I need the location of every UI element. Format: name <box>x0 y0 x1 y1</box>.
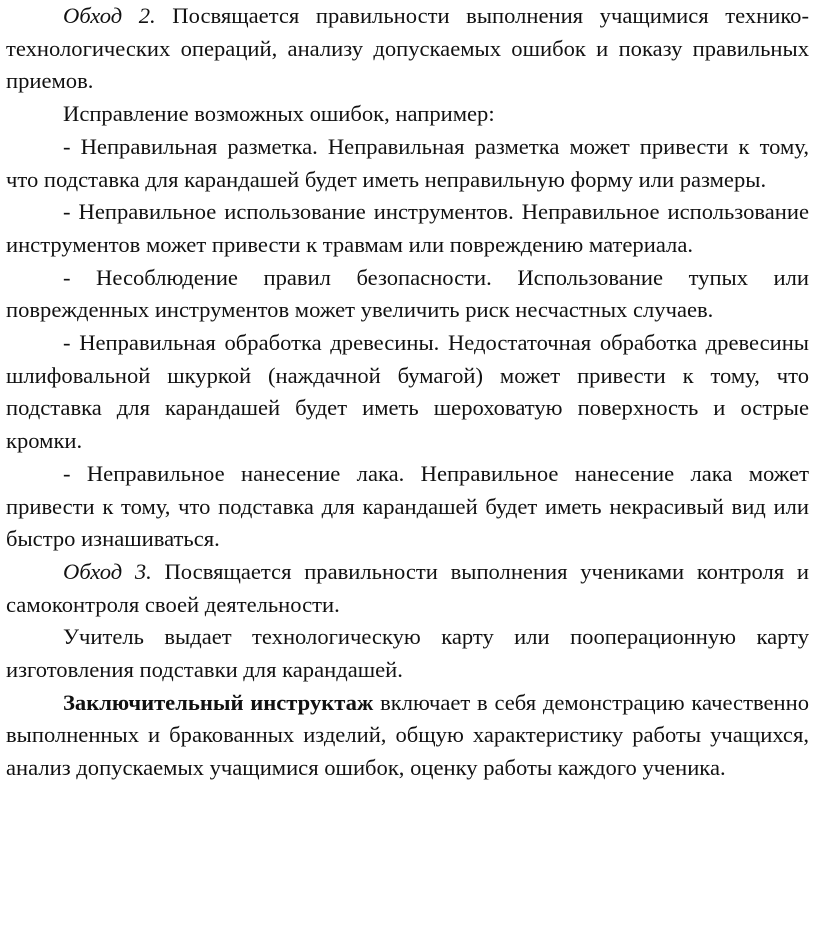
paragraph-text-error-varnish: - Неправильное нанесение лака. Неправильное нанесение лака может привести к тому, что подставка для карандашей будет иметь некрасивый вид или быстро изнашиваться. <box>6 460 809 552</box>
paragraph-text-teacher-card: Учитель выдает технологическую карту или пооперационную карту изготовления подставки для карандашей. <box>6 624 809 683</box>
paragraph-text-obhod-2: Посвящается правильности выполнения учащимися технико-технологических операций, анализу допускаемых ошибок и показу правильных приемов. <box>6 3 809 94</box>
paragraph-error-correction-intro <box>6 98 809 131</box>
paragraph-text-error-safety: - Несоблюдение правил безопасности. Использование тупых или поврежденных инструментов может увеличить риск несчастных случаев. <box>6 264 809 323</box>
paragraph-lead-final-briefing: Заключительный инструктаж <box>63 689 374 715</box>
paragraph-lead-obhod-2: Обход 2. <box>63 3 156 28</box>
paragraph-error-varnish <box>6 458 809 556</box>
paragraph-final-briefing <box>6 687 809 785</box>
paragraph-lead-obhod-3: Обход 3. <box>63 558 152 584</box>
paragraph-error-wood-processing <box>6 327 809 458</box>
paragraph-error-marking <box>6 131 809 196</box>
paragraph-obhod-2 <box>6 0 809 98</box>
paragraph-text-final-briefing: включает в себя демонстрацию качественно выполненных и бракованных изделий, общую характеристику работы учащихся, анализ допускаемых учащимися ошибок, оценку работы каждого ученика. <box>6 689 810 781</box>
paragraph-error-safety <box>6 262 809 327</box>
paragraph-text-error-tools: - Неправильное использование инструментов. Неправильное использование инструментов может привести к травмам или повреждению материала. <box>6 199 809 257</box>
paragraph-text-error-correction-intro: Исправление возможных ошибок, например: <box>63 101 495 127</box>
paragraph-text-error-wood-processing: - Неправильная обработка древесины. Недостаточная обработка древесины шлифовальной шкуркой (наждачной бумагой) может привести к тому, что подставка для карандашей будет иметь шероховатую поверхность и острые кромки. <box>6 330 809 454</box>
paragraph-text-obhod-3: Посвящается правильности выполнения учениками контроля и самоконтроля своей деятельности. <box>6 558 809 617</box>
paragraph-error-tools <box>6 196 809 261</box>
paragraph-obhod-3 <box>6 556 809 621</box>
paragraph-text-error-marking: - Неправильная разметка. Неправильная разметка может привести к тому, что подставка для карандашей будет иметь неправильную форму или размеры. <box>6 133 809 192</box>
paragraph-teacher-card <box>6 621 809 686</box>
